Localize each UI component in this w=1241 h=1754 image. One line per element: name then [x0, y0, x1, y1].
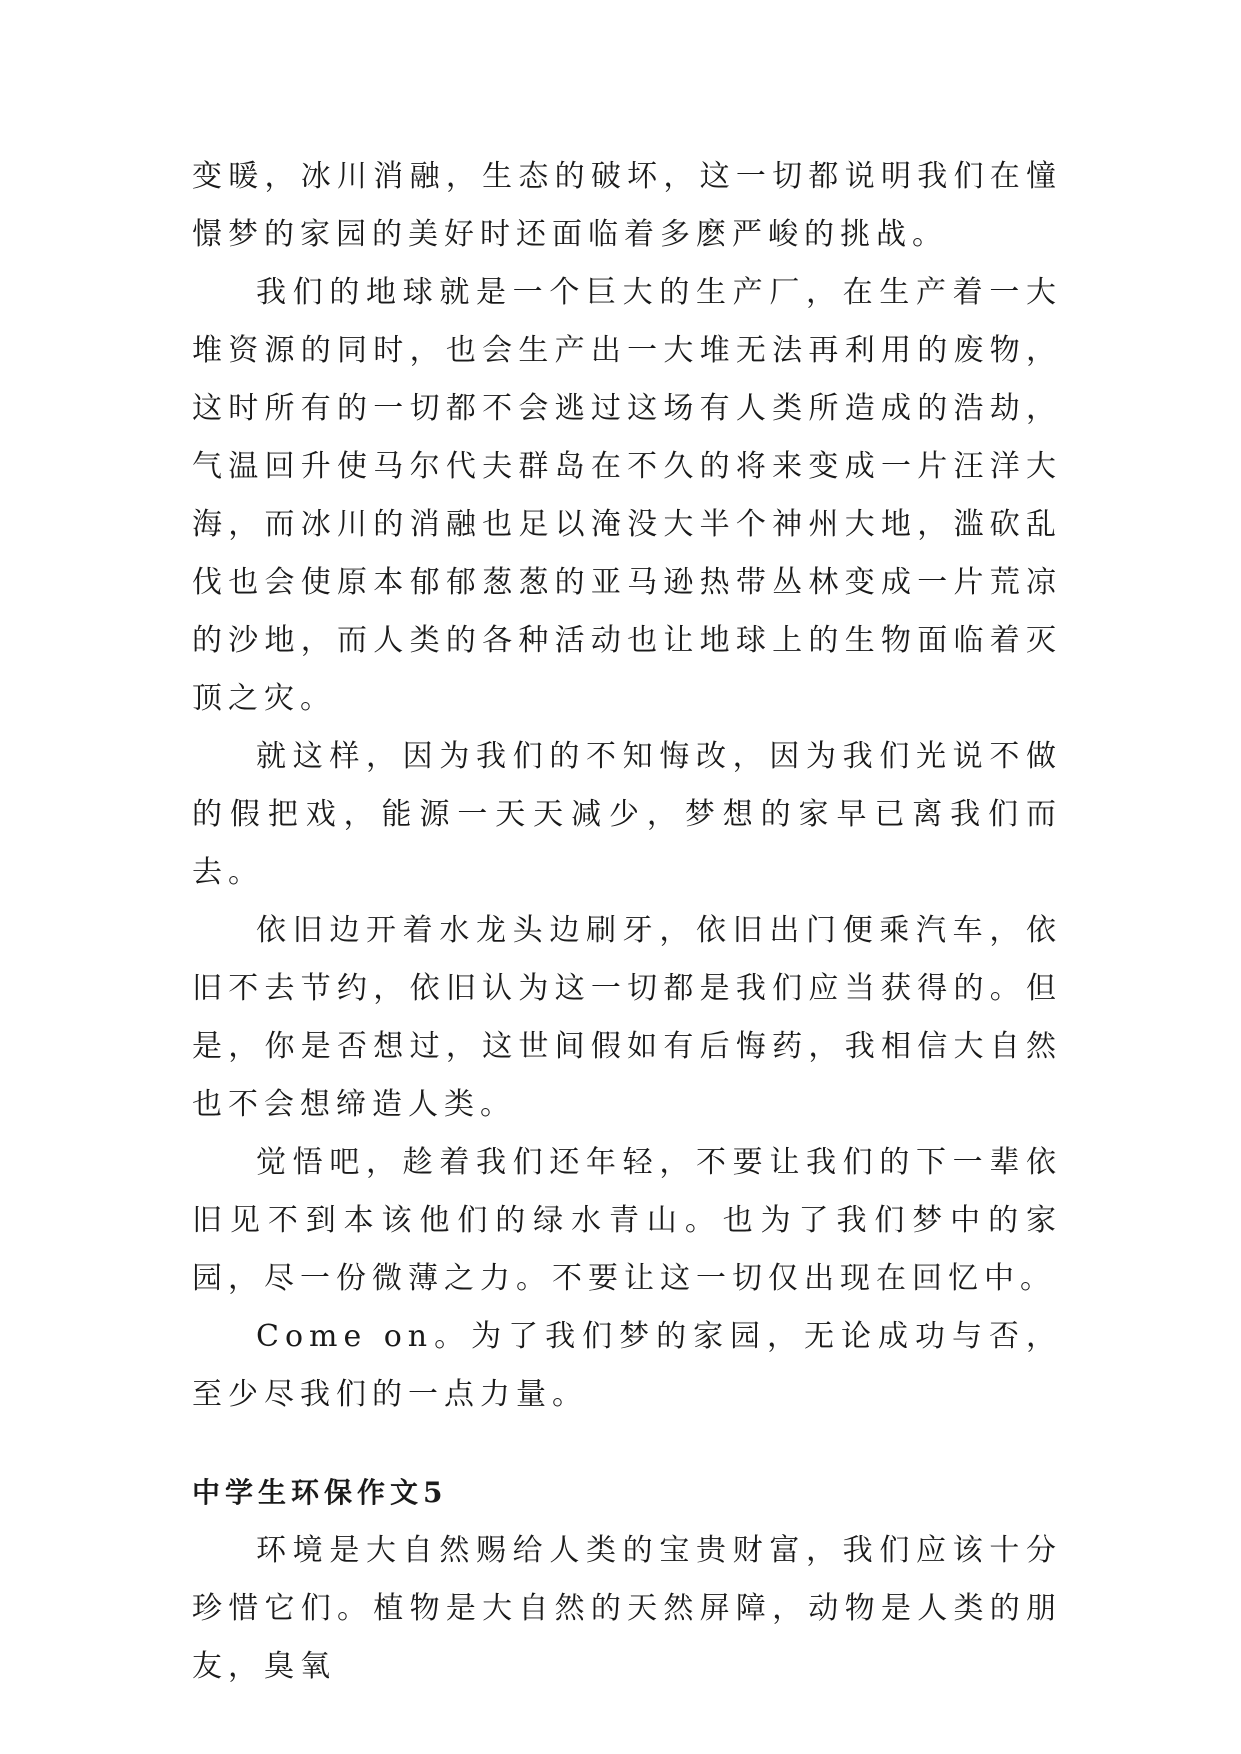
- section-spacer: [192, 1424, 1062, 1464]
- body-paragraph: 就这样，因为我们的不知悔改，因为我们光说不做的假把戏，能源一天天减少，梦想的家早已离我们而去。: [192, 739, 1062, 890]
- body-paragraph: 环境是大自然赐给人类的宝贵财富，我们应该十分珍惜它们。植物是大自然的天然屏障，动物是人类的朋友，臭氧: [192, 1533, 1062, 1684]
- body-paragraph: 变暖，冰川消融，生态的破坏，这一切都说明我们在憧憬梦的家园的美好时还面临着多麽严峻的挑战。: [192, 159, 1062, 252]
- section-heading: 中学生环保作文5: [192, 1476, 448, 1509]
- body-paragraph: 觉悟吧，趁着我们还年轻，不要让我们的下一辈依旧见不到本该他们的绿水青山。也为了我们梦中的家园，尽一份微薄之力。不要让这一切仅出现在回忆中。: [192, 1145, 1062, 1296]
- body-paragraph: 依旧边开着水龙头边刷牙，依旧出门便乘汽车，依旧不去节约，依旧认为这一切都是我们应当获得的。但是，你是否想过，这世间假如有后悔药，我相信大自然也不会想缔造人类。: [192, 913, 1062, 1122]
- document-page: [192, 148, 1062, 1696]
- body-paragraph: 我们的地球就是一个巨大的生产厂，在生产着一大堆资源的同时，也会生产出一大堆无法再利用的废物，这时所有的一切都不会逃过这场有人类所造成的浩劫，气温回升使马尔代夫群岛在不久的将来变成一片汪洋大海，而冰川的消融也足以淹没大半个神州大地，滥砍乱伐也会使原本郁郁葱葱的亚马逊热带丛林变成一片荒凉的沙地，而人类的各种活动也让地球上的生物面临着灭顶之灾。: [192, 275, 1062, 716]
- body-paragraph: Come on。为了我们梦的家园，无论成功与否，至少尽我们的一点力量。: [192, 1319, 1062, 1412]
